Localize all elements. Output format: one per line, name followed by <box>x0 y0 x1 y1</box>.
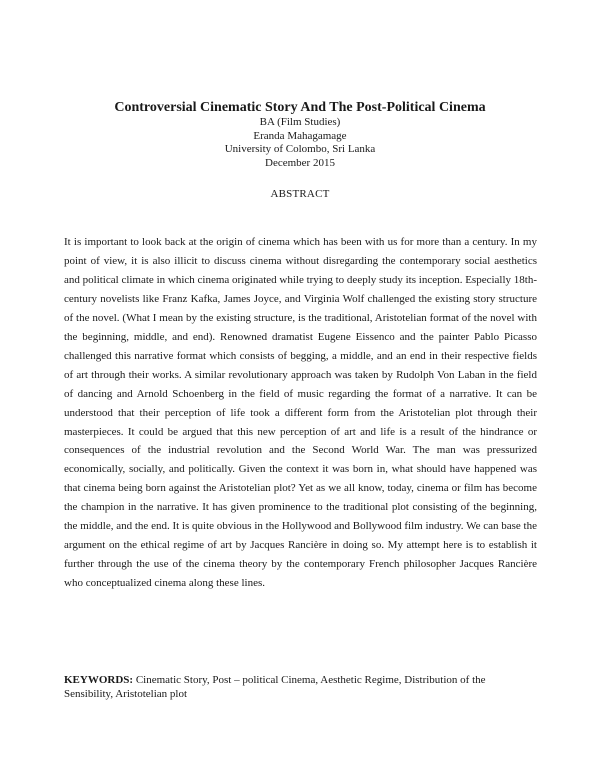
keywords-section <box>64 673 537 701</box>
date-line: December 2015 <box>265 156 335 169</box>
degree-line: BA (Film Studies) <box>259 116 341 128</box>
author-name: Eranda Mahagamage <box>253 129 347 142</box>
institution-line: University of Colombo, Sri Lanka <box>224 143 376 155</box>
abstract-heading: ABSTRACT <box>270 188 330 200</box>
keywords-label: KEYWORDS: <box>64 674 134 686</box>
keywords-list: Cinematic Story, Post – political Cinema, Aesthetic Regime, Distribution of the Sensibility, Aristotelian plot <box>64 674 486 700</box>
abstract-body: It is important to look back at the origin of cinema which has been with us for more than a century. In my point of view, it is also illicit to discuss cinema without disregarding the contemporary social aesthetics and political climate in which cinema originated while trying to deeply study its inception. Especially 18th-century novelists like Franz Kafka, James Joyce, and Virginia Wolf challenged the existing story structure of the novel. (What I mean by the existing structure, is the traditional, Aristotelian format of the novel with the beginning, middle, and end). Renowned dramatist Eugene Eissenco and the painter Pablo Picasso challenged this narrative format which consists of begging, a middle, and an end in their respective fields of art through their works. A similar revolutionary approach was taken by Rudolph Von Laban in the field of dancing and Arnold Schoenberg in the field of music regarding the format of a narrative. It can be understood that their perception of life took a different form from the Aristotelian plot through their masterpieces. It could be argued that this new perception of art and life is a result of the hindrance or consequences of the industrial revolution and the Second World War. The man was pressurized economically, socially, and politically. Given the context it was born in, what should have happened was that cinema being born against the Aristotelian plot? Yet as we all know, today, cinema or film has become the champion in the narrative. It has given prominence to the traditional plot consisting of the beginning, the middle, and the end. It is quite obvious in the Hollywood and Bollywood film industry. We can base the argument on the ethical regime of art by Jacques Rancière in doing so. My attempt here is to establish it further through the use of the cinema theory by the contemporary French philosopher Jacques Rancière who conceptualized cinema along these lines. <box>64 236 537 590</box>
paper-title: Controversial Cinematic Story And The Post-Political Cinema <box>114 100 486 115</box>
paper-header <box>60 100 540 170</box>
